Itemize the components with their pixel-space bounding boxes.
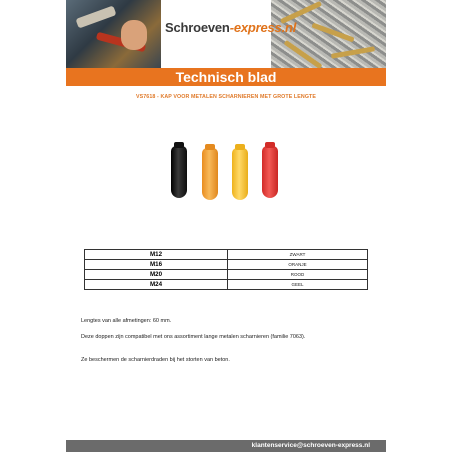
table-row (85, 270, 368, 280)
table-row (85, 280, 368, 290)
color-cell: ZWART (228, 250, 368, 260)
red-cap (262, 146, 278, 198)
contact-email[interactable]: klantenservice@schroeven-express.nl (251, 442, 370, 449)
black-cap (171, 146, 187, 198)
size-cell: M16 (85, 260, 228, 270)
protection-text: Ze beschermen de scharnierdraden bij het storten van beton. (81, 357, 230, 363)
color-cell: GEEL (228, 280, 368, 290)
header-banner (66, 0, 386, 68)
brand-logo (165, 20, 296, 35)
size-cell: M12 (85, 250, 228, 260)
page-title: Technisch blad (175, 69, 277, 85)
color-cell: ORANJE (228, 260, 368, 270)
yellow-cap (232, 148, 248, 200)
brand-name-part1: Schroeven (165, 20, 230, 35)
footer-bar (66, 440, 386, 452)
color-cell: ROOD (228, 270, 368, 280)
product-image (66, 138, 386, 208)
orange-cap (202, 148, 218, 200)
size-cell: M20 (85, 270, 228, 280)
tools-photo (66, 0, 161, 68)
table-row (85, 260, 368, 270)
table-row (85, 250, 368, 260)
product-title: VS7618 - KAP VOOR METALEN SCHARNIEREN MET GROTE LENGTE (135, 94, 317, 100)
compatibility-text: Deze doppen zijn compatibel met ons assortiment lange metalen scharnieren (familie 7063). (81, 334, 306, 340)
technical-sheet-page (66, 0, 386, 452)
brand-name-part2: -express.nl (229, 20, 297, 35)
length-text: Lengtes van alle afmetingen: 60 mm. (81, 318, 172, 324)
size-cell: M24 (85, 280, 228, 290)
title-bar (66, 68, 386, 86)
specs-table (84, 249, 368, 290)
